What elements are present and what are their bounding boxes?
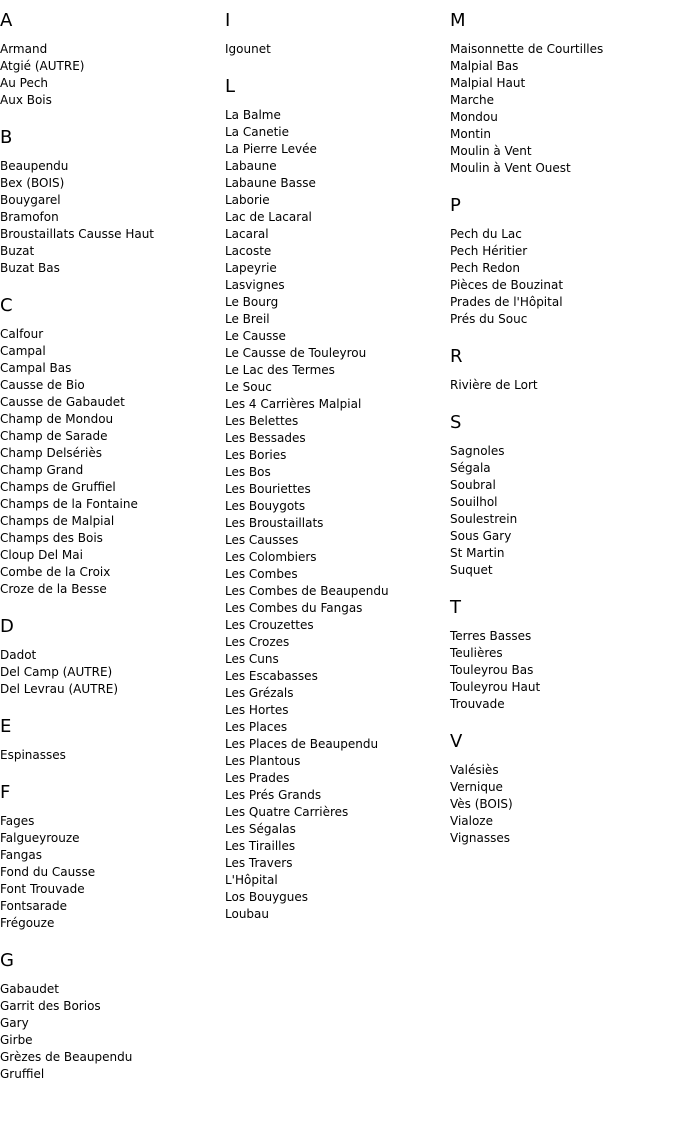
place-link[interactable]: Les Travers [225,856,293,870]
place-link[interactable]: Valésiès [450,763,499,777]
place-list [0,647,220,698]
place-link[interactable]: Sagnoles [450,444,505,458]
place-link[interactable]: Les Causses [225,533,299,547]
letter-group [0,716,220,764]
place-link[interactable]: Les Quatre Carrières [225,805,349,819]
letter-heading: F [0,782,11,803]
letter-group [450,10,670,177]
place-link[interactable]: Les Prés Grands [225,788,322,802]
place-link[interactable]: Prés du Souc [450,312,528,326]
place-link[interactable]: Le Lac des Termes [225,363,335,377]
place-link[interactable]: Causse de Bio [0,378,85,392]
place-link[interactable]: Aux Bois [0,93,52,107]
place-link[interactable]: Soulestrein [450,512,518,526]
letter-heading: M [450,10,466,31]
place-link[interactable]: Los Bouygues [225,890,309,904]
place-link[interactable]: Champ Delsériès [0,446,102,460]
place-link[interactable]: La Canetie [225,125,289,139]
place-link[interactable]: Espinasses [0,748,66,762]
place-link[interactable]: Lacoste [225,244,272,258]
place-list [0,813,220,932]
place-link[interactable]: Suquet [450,563,493,577]
place-link[interactable]: Montin [450,127,491,141]
place-link[interactable]: Del Levrau (AUTRE) [0,682,119,696]
place-link[interactable]: Buzat [0,244,35,258]
place-link[interactable]: Fond du Causse [0,865,96,879]
place-link[interactable]: Lapeyrie [225,261,277,275]
place-link[interactable]: Labaune Basse [225,176,316,190]
place-list [450,41,670,177]
place-link[interactable]: Les Crozes [225,635,290,649]
place-link[interactable]: Champs de Gruffiel [0,480,116,494]
letter-group [0,10,220,109]
place-link[interactable]: Lasvignes [225,278,285,292]
place-link[interactable]: Les Broustaillats [225,516,324,530]
place-link[interactable]: Campal [0,344,46,358]
place-link[interactable]: Pech Redon [450,261,520,275]
place-link[interactable]: Les Hortes [225,703,289,717]
place-link[interactable]: Fangas [0,848,42,862]
place-link[interactable]: Laborie [225,193,270,207]
place-link[interactable]: Frégouze [0,916,55,930]
place-list [450,628,670,713]
place-link[interactable]: Bex (BOIS) [0,176,65,190]
place-link[interactable]: Les Crouzettes [225,618,314,632]
letter-group [0,782,220,932]
place-list [0,158,220,277]
place-link[interactable]: Les Places de Beaupendu [225,737,379,751]
place-link[interactable]: Bouygarel [0,193,61,207]
place-link[interactable]: Ségala [450,461,491,475]
place-link[interactable]: St Martin [450,546,505,560]
place-link[interactable]: La Balme [225,108,281,122]
place-link[interactable]: Broustaillats Causse Haut [0,227,155,241]
place-link[interactable]: Fontsarade [0,899,68,913]
place-link[interactable]: Les Tirailles [225,839,296,853]
place-link[interactable]: Pech Héritier [450,244,528,258]
place-link[interactable]: Font Trouvade [0,882,85,896]
place-link[interactable]: Cloup Del Mai [0,548,83,562]
place-link[interactable]: Les Plantous [225,754,301,768]
place-link[interactable]: Vès (BOIS) [450,797,513,811]
place-link[interactable]: Mondou [450,110,498,124]
place-link[interactable]: Le Bourg [225,295,279,309]
place-link[interactable]: Moulin à Vent [450,144,532,158]
place-link[interactable]: Les Belettes [225,414,299,428]
place-link[interactable]: Champ de Sarade [0,429,108,443]
place-link[interactable]: Maisonnette de Courtilles [450,42,604,56]
place-link[interactable]: Marche [450,93,494,107]
place-link[interactable]: Malpial Haut [450,76,526,90]
letter-heading: C [0,295,13,316]
place-link[interactable]: Champs de la Fontaine [0,497,138,511]
place-link[interactable]: Les Prades [225,771,290,785]
place-link[interactable]: Les Grézals [225,686,294,700]
letter-heading: I [225,10,231,31]
place-link[interactable]: Buzat Bas [0,261,60,275]
place-link[interactable]: Les 4 Carrières Malpial [225,397,362,411]
place-link[interactable]: Igounet [225,42,271,56]
place-link[interactable]: Pech du Lac [450,227,522,241]
place-link[interactable]: Les Bories [225,448,287,462]
letter-heading: G [0,950,14,971]
place-link[interactable]: Calfour [0,327,44,341]
place-link[interactable]: Dadot [0,648,37,662]
letter-group [0,295,220,598]
place-link[interactable]: Le Breil [225,312,270,326]
index-column-2 [225,10,445,941]
place-link[interactable]: Sous Gary [450,529,512,543]
place-link[interactable]: Champs des Bois [0,531,103,545]
letter-group [225,76,445,923]
place-link[interactable]: Les Escabasses [225,669,318,683]
place-link[interactable]: Au Pech [0,76,49,90]
letter-heading: A [0,10,13,31]
place-link[interactable]: Soubral [450,478,496,492]
place-link[interactable]: Falgueyrouze [0,831,80,845]
place-link[interactable]: Les Cuns [225,652,279,666]
place-link[interactable]: Souilhol [450,495,498,509]
place-link[interactable]: Combe de la Croix [0,565,111,579]
place-link[interactable]: Terres Basses [450,629,532,643]
letter-group [450,346,670,394]
place-link[interactable]: Grèzes de Beaupendu [0,1050,133,1064]
place-link[interactable]: Gary [0,1016,29,1030]
letter-group [0,950,220,1083]
place-link[interactable]: Del Camp (AUTRE) [0,665,113,679]
letter-group [0,127,220,277]
place-link[interactable]: Le Causse [225,329,286,343]
place-link[interactable]: Les Combes de Beaupendu [225,584,389,598]
place-link[interactable]: Atgié (AUTRE) [0,59,85,73]
letter-heading: P [450,195,461,216]
place-link[interactable]: Pièces de Bouzinat [450,278,564,292]
place-link[interactable]: Lac de Lacaral [225,210,312,224]
place-link[interactable]: Girbe [0,1033,33,1047]
letter-group [0,616,220,698]
place-list [225,107,445,923]
place-link[interactable]: Vialoze [450,814,493,828]
place-link[interactable]: Prades de l'Hôpital [450,295,563,309]
place-link[interactable]: Armand [0,42,48,56]
place-link[interactable]: Les Places [225,720,288,734]
place-link[interactable]: Les Combes du Fangas [225,601,363,615]
place-link[interactable]: La Pierre Levée [225,142,317,156]
place-link[interactable]: Lacaral [225,227,269,241]
place-link[interactable]: Vignasses [450,831,510,845]
place-link[interactable]: Les Bouriettes [225,482,311,496]
letter-heading: B [0,127,13,148]
place-link[interactable]: Les Bos [225,465,271,479]
place-link[interactable]: Causse de Gabaudet [0,395,125,409]
letter-heading: L [225,76,236,97]
place-list [450,226,670,328]
place-link[interactable]: Teulières [450,646,503,660]
place-link[interactable]: Beaupendu [0,159,69,173]
letter-group [450,731,670,847]
place-link[interactable]: Les Bouygots [225,499,306,513]
place-list [0,981,220,1083]
place-link[interactable]: Les Ségalas [225,822,296,836]
place-link[interactable]: Les Colombiers [225,550,317,564]
place-link[interactable]: Fages [0,814,35,828]
place-link[interactable]: Le Souc [225,380,272,394]
place-link[interactable]: Le Causse de Touleyrou [225,346,367,360]
letter-group [450,597,670,713]
letter-group [450,412,670,579]
letter-heading: V [450,731,463,752]
place-link[interactable]: Moulin à Vent Ouest [450,161,571,175]
place-list [0,41,220,109]
place-link[interactable]: Garrit des Borios [0,999,101,1013]
letter-heading: T [450,597,461,618]
place-link[interactable]: Rivière de Lort [450,378,538,392]
place-link[interactable]: Gruffiel [0,1067,45,1081]
letter-heading: E [0,716,12,737]
place-link[interactable]: Champ de Mondou [0,412,114,426]
place-list [450,377,670,394]
letter-heading: D [0,616,14,637]
place-link[interactable]: Bramofon [0,210,59,224]
place-list [450,762,670,847]
place-link[interactable]: Croze de la Besse [0,582,107,596]
letter-group [450,195,670,328]
place-link[interactable]: Touleyrou Bas [450,663,534,677]
place-link[interactable]: Trouvade [450,697,505,711]
place-link[interactable]: Champ Grand [0,463,84,477]
place-list [225,41,445,58]
place-link[interactable]: Labaune [225,159,277,173]
place-link[interactable]: Vernique [450,780,503,794]
place-link[interactable]: Champs de Malpial [0,514,115,528]
place-link[interactable]: Malpial Bas [450,59,519,73]
place-list [0,326,220,598]
letter-group [225,10,445,58]
letter-heading: S [450,412,462,433]
place-link[interactable]: Les Bessades [225,431,306,445]
place-link[interactable]: Loubau [225,907,269,921]
place-list [0,747,220,764]
place-link[interactable]: Touleyrou Haut [450,680,541,694]
index-column-3 [450,10,670,865]
place-link[interactable]: L'Hôpital [225,873,278,887]
place-list [450,443,670,579]
place-link[interactable]: Les Combes [225,567,298,581]
place-link[interactable]: Campal Bas [0,361,72,375]
place-link[interactable]: Gabaudet [0,982,59,996]
letter-heading: R [450,346,463,367]
index-column-1 [0,10,220,1101]
